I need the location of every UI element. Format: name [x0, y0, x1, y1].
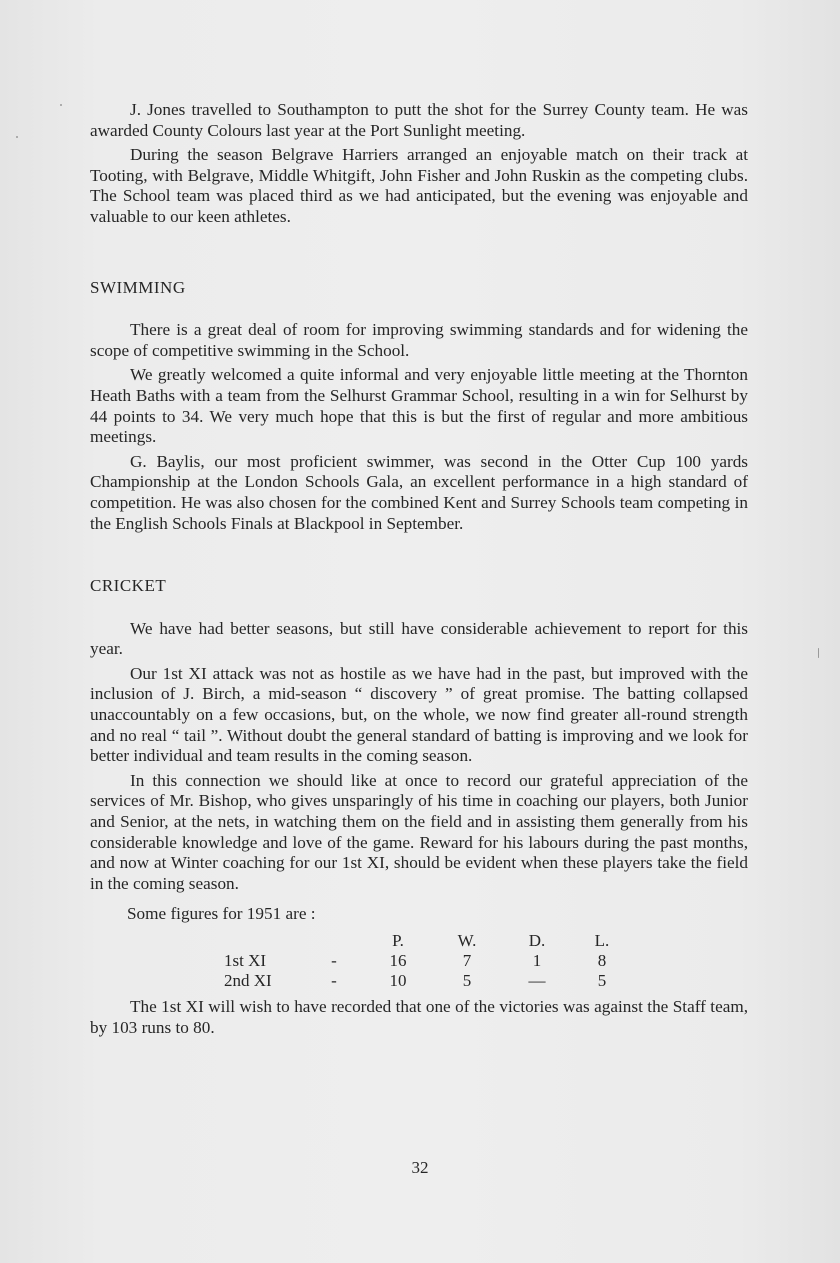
paragraph: We greatly welcomed a quite informal and very enjoyable little meeting at the Thornton Heath Baths with a team from the Selhurst Grammar School, resulting in a win for Selhurst by 44 points to 34. We very much hope that this is but the first of regular and more ambitious meetings.: [90, 365, 748, 447]
team-name: 1st XI: [224, 951, 267, 970]
played-value: 16: [389, 951, 407, 970]
table-header-spacer: [304, 931, 364, 951]
won-value: 7: [462, 951, 472, 970]
table-header-lost: L.: [594, 931, 610, 950]
page-number: 32: [411, 1158, 429, 1177]
paragraph: There is a great deal of room for improving swimming standards and for widening the scope of competitive swimming in the School.: [90, 320, 748, 360]
paper-speck: [818, 648, 819, 658]
played-value: 10: [389, 971, 407, 990]
paragraph: During the season Belgrave Harriers arranged an enjoyable match on their track at Tooting, with Belgrave, Middle Whitgift, John Fisher and John Ruskin as the competing clubs. The School team was placed third as we had anticipated, but the evening was enjoyable and valuable to our keen athletes.: [90, 145, 748, 226]
lost-value: 8: [597, 951, 607, 970]
table-header-drawn: D.: [528, 931, 546, 950]
athletics-continued: [90, 100, 748, 228]
section-heading-cricket: CRICKET: [90, 576, 167, 596]
paragraph: Our 1st XI attack was not as hostile as we have had in the past, but improved with the inclusion of J. Birch, a mid-season “ discovery ” of great promise. The batting collapsed unaccountably on a few occasions, but, on the whole, we now find greater all-round strength and no real “ tail ”. Without doubt the general standard of batting is improving and we look for better individual and team results in the coming season.: [90, 663, 748, 766]
paragraph: In this connection we should like at once to record our grateful appreciation of the services of Mr. Bishop, who gives unsparingly of his time in coaching our players, both Junior and Senior, at the nets, in watching them on the field and in assisting them generally from his considerable knowledge and love of the game. Reward for his labours during the past months, and now at Winter coaching for our 1st XI, should be evident when these players take the field in the coming season.: [90, 770, 748, 893]
table-header-played: P.: [392, 931, 404, 950]
document-body: [90, 100, 748, 1038]
section-heading-swimming: SWIMMING: [90, 277, 186, 297]
table-header-row: [224, 931, 632, 951]
drawn-value: 1: [532, 951, 542, 970]
table-row: [224, 971, 632, 991]
dash: -: [331, 971, 337, 990]
table-header-won: W.: [457, 931, 477, 950]
table-header-team: [224, 931, 304, 951]
won-value: 5: [462, 971, 472, 990]
table-row: [224, 951, 632, 971]
dash: -: [331, 951, 337, 970]
cricket-results-table: [224, 931, 632, 991]
figures-intro: Some figures for 1951 are :: [127, 904, 316, 924]
paragraph: J. Jones travelled to Southampton to putt the shot for the Surrey County team. He was awarded County Colours last year at the Port Sunlight meeting.: [90, 100, 748, 140]
lost-value: 5: [597, 971, 607, 990]
paragraph: The 1st XI will wish to have recorded that one of the victories was against the Staff team, by 103 runs to 80.: [90, 997, 748, 1037]
paper-speck: [60, 104, 62, 106]
team-name: 2nd XI: [224, 971, 272, 990]
drawn-value: —: [528, 971, 546, 990]
cricket-section: [90, 619, 748, 1039]
paragraph: We have had better seasons, but still have considerable achievement to report for this year.: [90, 618, 748, 659]
swimming-section: [90, 320, 748, 534]
paragraph: G. Baylis, our most proficient swimmer, was second in the Otter Cup 100 yards Championship at the London Schools Gala, an excellent performance in a high standard of competition. He was also chosen for the combined Kent and Surrey Schools team competing in the English Schools Finals at Blackpool in September.: [90, 451, 748, 533]
paper-speck: [16, 136, 18, 138]
